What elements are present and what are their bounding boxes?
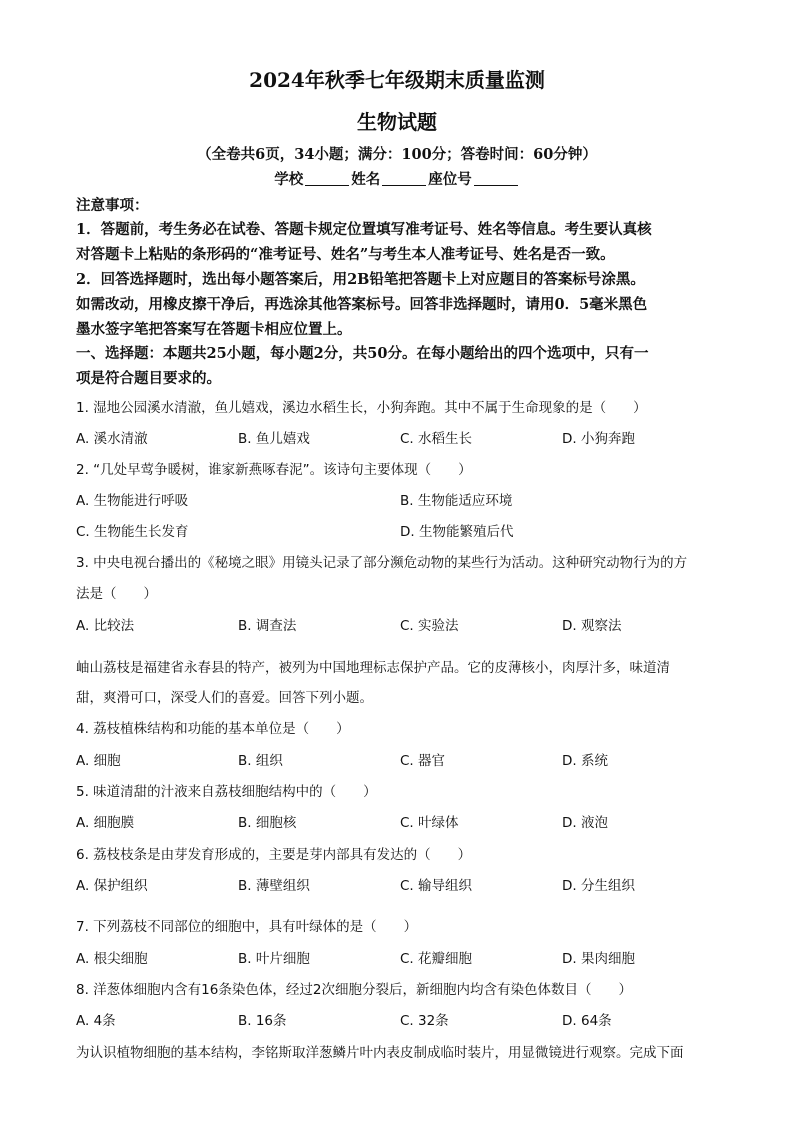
- option-c[interactable]: C. 叶绿体: [400, 815, 459, 831]
- option-c[interactable]: C. 水稻生长: [400, 431, 473, 447]
- option-d[interactable]: D. 64条: [562, 1013, 612, 1029]
- option-b[interactable]: B. 薄壁组织: [238, 878, 310, 894]
- subject-title: 生物试题: [357, 110, 437, 134]
- option-d[interactable]: D. 系统: [562, 753, 608, 769]
- option-b[interactable]: B. 生物能适应环境: [400, 493, 513, 509]
- seat-label: 座位号: [428, 171, 472, 188]
- passage-line: 为认识植物细胞的基本结构，李铭斯取洋葱鳞片叶内表皮制成临时装片，用显微镜进行观察。完成下面: [76, 1045, 684, 1061]
- question-2-stem: 2. “几处早莺争暖树，谁家新燕啄春泥”。该诗句主要体现（ ）: [76, 462, 472, 478]
- school-label: 学校: [274, 171, 304, 188]
- section-heading-cont: 项是符合题目要求的。: [76, 370, 221, 387]
- notice-line: 2．回答选择题时，选出每小题答案后，用2B铅笔把答题卡上对应题目的答案标号涂黑。: [76, 271, 645, 288]
- notice-line: 1．答题前，考生务必在试卷、答题卡规定位置填写准考证号、姓名等信息。考生要认真核: [76, 221, 652, 238]
- option-d[interactable]: D. 果肉细胞: [562, 951, 635, 967]
- notice-line: 对答题卡上粘贴的条形码的“准考证号、姓名”与考生本人准考证号、姓名是否一致。: [76, 246, 615, 263]
- name-blank[interactable]: [382, 171, 426, 186]
- option-a[interactable]: A. 溪水清澈: [76, 431, 148, 447]
- seat-blank[interactable]: [474, 171, 518, 186]
- question-4-stem: 4. 荔枝植株结构和功能的基本单位是（ ）: [76, 721, 350, 737]
- option-b[interactable]: B. 叶片细胞: [238, 951, 310, 967]
- passage-line: 甜，爽滑可口，深受人们的喜爱。回答下列小题。: [76, 690, 373, 706]
- option-d[interactable]: D. 小狗奔跑: [562, 431, 635, 447]
- option-d[interactable]: D. 分生组织: [562, 878, 635, 894]
- option-b[interactable]: B. 细胞核: [238, 815, 297, 831]
- section-heading: 一、选择题：本题共25小题，每小题2分，共50分。在每小题给出的四个选项中，只有一: [76, 345, 649, 362]
- question-3-stem-cont: 法是（ ）: [76, 586, 157, 602]
- option-c[interactable]: C. 实验法: [400, 618, 459, 634]
- option-a[interactable]: A. 4条: [76, 1013, 116, 1029]
- option-b[interactable]: B. 16条: [238, 1013, 287, 1029]
- question-3-stem: 3. 中央电视台播出的《秘境之眼》用镜头记录了部分濒危动物的某些行为活动。这种研究动物行为的方: [76, 555, 688, 571]
- notice-heading: 注意事项：: [76, 197, 149, 214]
- exam-title: 2024年秋季七年级期末质量监测: [249, 68, 545, 92]
- option-c[interactable]: C. 输导组织: [400, 878, 473, 894]
- notice-line: 如需改动，用橡皮擦干净后，再选涂其他答案标号。回答非选择题时，请用0．5毫米黑色: [76, 296, 648, 313]
- name-label: 姓名: [351, 171, 381, 188]
- option-c[interactable]: C. 生物能生长发育: [76, 524, 189, 540]
- option-c[interactable]: C. 32条: [400, 1013, 449, 1029]
- question-8-stem: 8. 洋葱体细胞内含有16条染色体，经过2次细胞分裂后，新细胞内均含有染色体数目（ ）: [76, 982, 632, 998]
- passage-line: 岫山荔枝是福建省永春县的特产，被列为中国地理标志保护产品。它的皮薄核小，肉厚汁多，味道清: [76, 660, 670, 676]
- option-a[interactable]: A. 保护组织: [76, 878, 148, 894]
- option-d[interactable]: D. 液泡: [562, 815, 608, 831]
- option-a[interactable]: A. 细胞: [76, 753, 121, 769]
- option-a[interactable]: A. 根尖细胞: [76, 951, 148, 967]
- option-a[interactable]: A. 细胞膜: [76, 815, 135, 831]
- option-d[interactable]: D. 观察法: [562, 618, 622, 634]
- question-6-stem: 6. 荔枝枝条是由芽发育形成的，主要是芽内部具有发达的（ ）: [76, 847, 472, 863]
- student-info-line: [0, 168, 794, 189]
- option-b[interactable]: B. 组织: [238, 753, 283, 769]
- option-b[interactable]: B. 调查法: [238, 618, 297, 634]
- question-7-stem: 7. 下列荔枝不同部位的细胞中，具有叶绿体的是（ ）: [76, 919, 418, 935]
- option-c[interactable]: C. 器官: [400, 753, 446, 769]
- option-a[interactable]: A. 比较法: [76, 618, 135, 634]
- option-c[interactable]: C. 花瓣细胞: [400, 951, 473, 967]
- question-5-stem: 5. 味道清甜的汁液来自荔枝细胞结构中的（ ）: [76, 784, 377, 800]
- notice-line: 墨水签字笔把答案写在答题卡相应位置上。: [76, 321, 352, 338]
- school-blank[interactable]: [305, 171, 349, 186]
- question-1-stem: 1. 湿地公园溪水清澈，鱼儿嬉戏，溪边水稻生长，小狗奔跑。其中不属于生命现象的是（ ）: [76, 400, 647, 416]
- option-b[interactable]: B. 鱼儿嬉戏: [238, 431, 310, 447]
- option-d[interactable]: D. 生物能繁殖后代: [400, 524, 514, 540]
- exam-info: （全卷共6页，34小题；满分：100分；答卷时间：60分钟）: [197, 146, 597, 163]
- option-a[interactable]: A. 生物能进行呼吸: [76, 493, 189, 509]
